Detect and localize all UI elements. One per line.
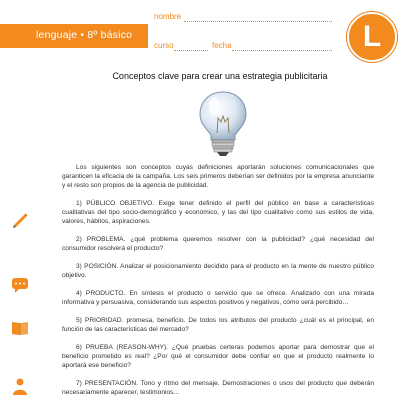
list-item: 2) PROBLEMA. ¿qué problema queremos resolver con la publicidad? ¿qué necesidad del consumidor resolverá el producto? [62,236,374,252]
curso-field[interactable] [174,50,208,51]
document-body [62,163,374,406]
fecha-label: fecha [212,41,232,50]
list-item: 5) PRIORIDAD. promesa, beneficio. De todos los atributos del producto ¿cuál es el principal, en función de las características del mercado? [62,317,374,333]
curso-label: curso [154,41,174,50]
document-title: Conceptos clave para crear una estrategia publicitaria [112,71,328,81]
pencil-icon [10,210,30,230]
fecha-field[interactable] [232,50,332,51]
nombre-field[interactable] [184,21,332,22]
subject-badge: L [347,12,397,62]
list-item: 6) PRUEBA (REASON-WHY). ¿Qué pruebas certeras podemos aportar para demostrar que el beneficio prometido es real? ¿Por qué el consumidor debe confiar en que el producto realmente lo aportará ese beneficio? [62,344,374,369]
list-item: 3) POSICIÓN. Analizar el posicionamiento decidido para el producto en la mente de nuestro público objetivo. [62,263,374,279]
book-icon [10,318,30,338]
list-item: 1) PÚBLICO OBJETIVO. Exige tener definido el perfil del público en base a características cualitativas del tipo socio-demográfico y económico, y las del tipo cualitativo como sus estilos de vida, valores, hábitos, aspiraciones. [62,200,374,225]
list-item: 7) PRESENTACIÓN. Tono y ritmo del mensaje. Demostraciones o usos del producto que deberán necesariamente aparecer, testimonios… [62,380,374,396]
speech-bubble-icon [10,275,30,295]
intro-paragraph: Los siguientes son conceptos cuyas definiciones aportarán soluciones comunicacionales que garanticen la eficacia de la campaña. Los seis primeros deberían ser definidos por la empresa anunciante y el resto son propios de la agencia de publicidad. [62,164,374,189]
list-item: 4) PRODUCTO. En síntesis el producto o servicio que se ofrece. Analizarlo con una mirada informativa y persuasiva, considerando sus aspectos positivos y negativos, cómo será percibido… [62,290,374,306]
subject-label: lenguaje • 8º básico [36,29,133,41]
nombre-label: nombre [154,12,182,21]
student-info-card [148,8,346,58]
person-icon [10,376,30,396]
header [0,0,400,62]
lightbulb-icon [194,88,252,158]
